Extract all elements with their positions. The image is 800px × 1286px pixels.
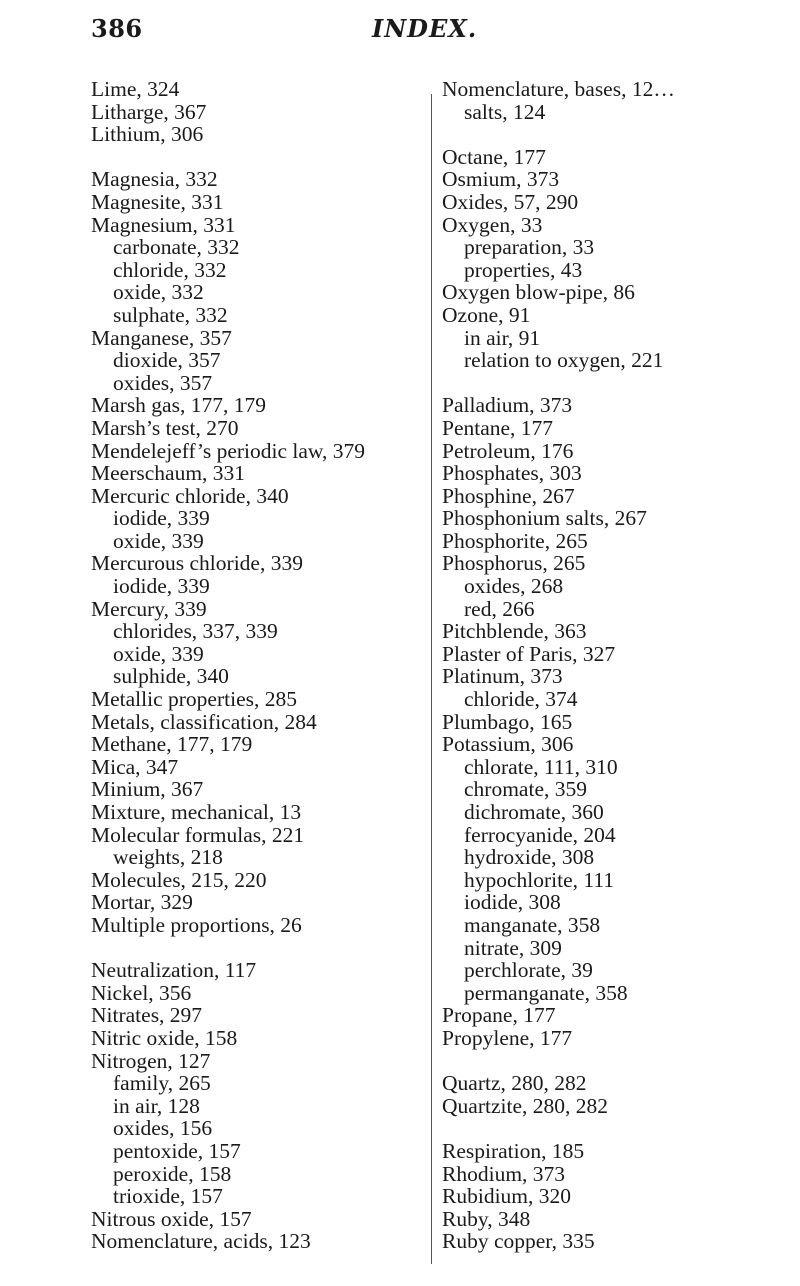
section-gap bbox=[91, 937, 431, 960]
index-subentry: chlorides, 337, 339 bbox=[113, 619, 278, 644]
index-entry: Magnesia, 332 bbox=[91, 167, 218, 192]
index-entry: Mercuric chloride, 340 bbox=[91, 483, 289, 508]
index-entry: Nitrogen, 127 bbox=[91, 1048, 211, 1073]
index-entry: Phosphates, 303 bbox=[442, 461, 582, 486]
index-entry: Quartz, 280, 282 bbox=[442, 1071, 587, 1096]
index-entry: Mercury, 339 bbox=[91, 596, 207, 621]
index-subentry: sulphate, 332 bbox=[113, 302, 228, 327]
page-number: 386 bbox=[91, 14, 143, 43]
index-subentry: red, 266 bbox=[464, 596, 535, 621]
index-entry: Phosphonium salts, 267 bbox=[442, 506, 647, 531]
index-entry: Respiration, 185 bbox=[442, 1138, 585, 1163]
index-entry: Oxides, 57, 290 bbox=[442, 189, 579, 214]
index-subentry: peroxide, 158 bbox=[113, 1161, 232, 1186]
index-subentry: oxide, 332 bbox=[113, 280, 204, 305]
index-entry: Rubidium, 320 bbox=[442, 1184, 572, 1209]
index-entry: Mixture, mechanical, 13 bbox=[91, 800, 302, 824]
index-subentry: hypochlorite, 111 bbox=[464, 867, 615, 892]
index-entry: Magnesite, 331 bbox=[91, 189, 224, 214]
index-entry: Oxygen, 33 bbox=[442, 212, 543, 237]
index-subentry: salts, 124 bbox=[464, 99, 546, 124]
index-entry: Meerschaum, 331 bbox=[91, 461, 246, 486]
index-subentry: iodide, 308 bbox=[464, 890, 561, 915]
index-subentry: nitrate, 309 bbox=[464, 935, 562, 960]
index-subentry: oxide, 339 bbox=[113, 641, 204, 666]
index-subentry: ferrocyanide, 204 bbox=[464, 822, 616, 847]
index-subentry: chloride, 332 bbox=[113, 257, 227, 282]
section-gap bbox=[442, 1050, 742, 1073]
index-entry: Multiple proportions, 26 bbox=[91, 912, 302, 937]
index-subentry: hydroxide, 308 bbox=[464, 845, 595, 870]
index-entry: Pentane, 177 bbox=[442, 415, 554, 440]
index-subentry: relation to oxygen, 221 bbox=[464, 348, 664, 373]
index-entry: Mercurous chloride, 339 bbox=[91, 551, 303, 576]
index-entry: Petroleum, 176 bbox=[442, 438, 574, 463]
index-entry: Palladium, 373 bbox=[442, 393, 573, 418]
index-subentry: iodide, 339 bbox=[113, 506, 210, 531]
index-entry: Nitrous oxide, 157 bbox=[91, 1206, 252, 1231]
column-divider bbox=[431, 94, 432, 1264]
index-entry: Metals, classification, 284 bbox=[91, 709, 317, 734]
index-subentry: oxides, 357 bbox=[113, 370, 213, 395]
index-entry: Phosphorite, 265 bbox=[442, 528, 588, 553]
section-gap bbox=[442, 372, 742, 395]
index-entry: Lime, 324 bbox=[91, 77, 180, 101]
index-entry: Platinum, 373 bbox=[442, 664, 563, 689]
index-entry: Mortar, 329 bbox=[91, 890, 193, 915]
index-entry: Minium, 367 bbox=[91, 777, 204, 802]
index-entry: Nitrates, 297 bbox=[91, 1003, 203, 1028]
index-entry: Magnesium, 331 bbox=[91, 212, 236, 237]
index-subentry: trioxide, 157 bbox=[113, 1184, 223, 1209]
index-entry: Mica, 347 bbox=[91, 754, 179, 779]
index-entry: Marsh’s test, 270 bbox=[91, 415, 239, 440]
index-entry: Rhodium, 373 bbox=[442, 1161, 566, 1186]
index-subentry: weights, 218 bbox=[113, 845, 223, 870]
index-entry: Manganese, 357 bbox=[91, 325, 232, 350]
index-entry: Ruby copper, 335 bbox=[442, 1229, 595, 1254]
section-gap bbox=[91, 146, 431, 169]
index-subentry: dioxide, 357 bbox=[113, 348, 221, 373]
index-entry: Plaster of Paris, 327 bbox=[442, 641, 616, 666]
index-entry: Potassium, 306 bbox=[442, 732, 574, 757]
index-entry: Osmium, 373 bbox=[442, 167, 560, 192]
index-entry: Lithium, 306 bbox=[91, 122, 204, 147]
index-subentry: oxides, 156 bbox=[113, 1116, 213, 1141]
index-subentry: manganate, 358 bbox=[464, 912, 601, 937]
index-entry: Nickel, 356 bbox=[91, 980, 192, 1005]
index-subentry: preparation, 33 bbox=[464, 235, 595, 260]
section-gap bbox=[442, 123, 742, 146]
index-entry: Propane, 177 bbox=[442, 1003, 556, 1028]
index-entry: Quartzite, 280, 282 bbox=[442, 1093, 608, 1118]
index-entry: Nomenclature, acids, 123 bbox=[91, 1229, 311, 1254]
index-entry: Ozone, 91 bbox=[442, 302, 531, 327]
index-subentry: carbonate, 332 bbox=[113, 235, 240, 260]
index-entry: Octane, 177 bbox=[442, 144, 546, 169]
index-entry: Nomenclature, bases, 12… bbox=[442, 77, 675, 101]
left-index-column bbox=[91, 78, 431, 1253]
index-subentry: oxides, 268 bbox=[464, 574, 564, 599]
index-subentry: dichromate, 360 bbox=[464, 800, 604, 824]
index-subentry: in air, 128 bbox=[113, 1093, 200, 1118]
index-subentry: sulphide, 340 bbox=[113, 664, 229, 689]
index-entry: Phosphine, 267 bbox=[442, 483, 575, 508]
index-entry: Phosphorus, 265 bbox=[442, 551, 586, 576]
index-entry: Molecules, 215, 220 bbox=[91, 867, 267, 892]
index-subentry: family, 265 bbox=[113, 1071, 211, 1096]
index-subentry: perchlorate, 39 bbox=[464, 958, 593, 983]
page-title: INDEX. bbox=[372, 14, 478, 43]
index-subentry: chromate, 359 bbox=[464, 777, 587, 802]
index-entry: Marsh gas, 177, 179 bbox=[91, 393, 266, 418]
index-subentry: chloride, 374 bbox=[464, 687, 578, 712]
index-entry: Plumbago, 165 bbox=[442, 709, 573, 734]
index-subentry: oxide, 339 bbox=[113, 528, 204, 553]
index-entry: Ruby, 348 bbox=[442, 1206, 531, 1231]
index-entry: Pitchblende, 363 bbox=[442, 619, 587, 644]
index-entry: Oxygen blow-pipe, 86 bbox=[442, 280, 635, 305]
right-index-column bbox=[442, 78, 742, 1253]
index-subentry: pentoxide, 157 bbox=[113, 1138, 241, 1163]
index-entry: Metallic properties, 285 bbox=[91, 687, 297, 712]
index-entry: Neutralization, 117 bbox=[91, 958, 257, 983]
index-entry: Litharge, 367 bbox=[91, 99, 207, 124]
index-entry: Propylene, 177 bbox=[442, 1025, 573, 1050]
index-entry: Molecular formulas, 221 bbox=[91, 822, 305, 847]
index-subentry: chlorate, 111, 310 bbox=[464, 754, 618, 779]
index-entry: Nitric oxide, 158 bbox=[91, 1025, 238, 1050]
index-subentry: properties, 43 bbox=[464, 257, 583, 282]
index-subentry: iodide, 339 bbox=[113, 574, 210, 599]
index-entry: Methane, 177, 179 bbox=[91, 732, 253, 757]
section-gap bbox=[442, 1117, 742, 1140]
index-subentry: in air, 91 bbox=[464, 325, 541, 350]
index-subentry: permanganate, 358 bbox=[464, 980, 628, 1005]
index-entry: Mendelejeff’s periodic law, 379 bbox=[91, 438, 366, 463]
